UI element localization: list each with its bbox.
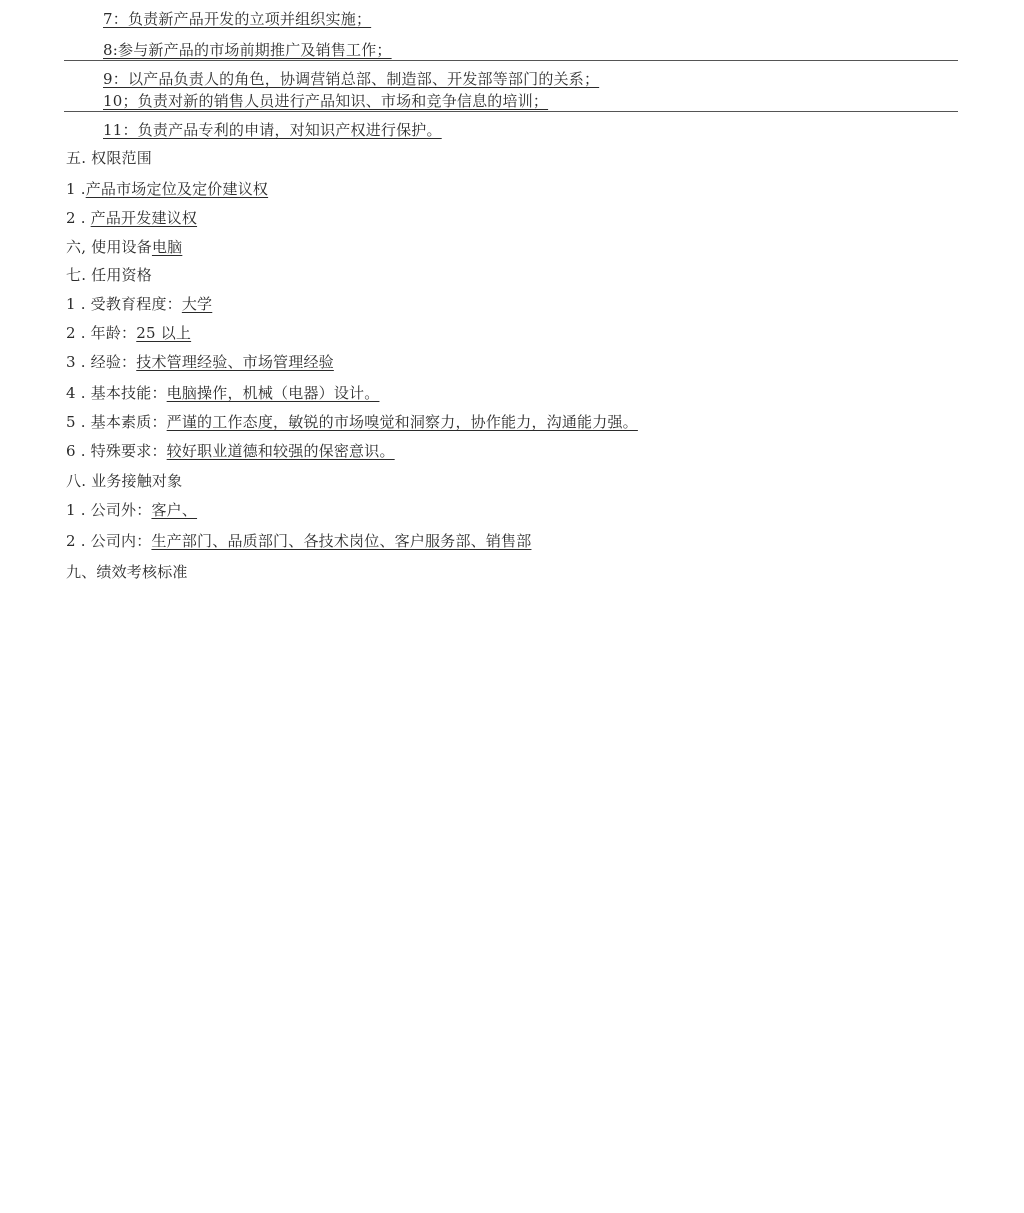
section-heading-qualifications: 七. 任用资格 [66, 266, 152, 284]
qualification-item-special [66, 441, 395, 461]
contact-item-external [66, 500, 197, 520]
field-label: 2 . 公司内： [66, 532, 152, 550]
qualification-item-education [66, 294, 212, 314]
field-value: 大学 [181, 295, 213, 313]
section-heading-authority: 五. 权限范围 [66, 149, 152, 167]
duty-item-9: 9：以产品负责人的角色，协调营销总部、制造部、开发部等部门的关系； [103, 70, 600, 88]
field-value: 技术管理经验、市场管理经验 [136, 353, 334, 371]
field-value: 25 以上 [136, 324, 192, 342]
field-value: 生产部门、品质部门、各技术岗位、客户服务部、销售部 [151, 532, 532, 550]
field-value: 客户、 [151, 501, 198, 519]
field-label: 6 . 特殊要求： [66, 442, 167, 460]
field-value: 较好职业道德和较强的保密意识。 [166, 442, 395, 460]
qualification-item-age [66, 323, 191, 343]
authority-value: 产品开发建议权 [90, 209, 198, 227]
field-value: 严谨的工作态度，敏锐的市场嗅觉和洞察力，协作能力，沟通能力强。 [166, 413, 638, 431]
item-number: 2 . [66, 209, 86, 227]
authority-value: 产品市场定位及定价建议权 [85, 180, 269, 198]
duty-item-7: 7：负责新产品开发的立项并组织实施； [103, 10, 372, 28]
section-heading-contacts: 八. 业务接触对象 [66, 472, 183, 490]
section-equipment [66, 237, 182, 257]
section-heading-equipment: 六, 使用设备 [66, 238, 152, 256]
field-value: 电脑操作，机械（电器）设计。 [166, 384, 380, 402]
duty-item-8: 8:参与新产品的市场前期推广及销售工作； [103, 41, 392, 59]
field-label: 4 . 基本技能： [66, 384, 167, 402]
table-rule-2 [64, 111, 958, 112]
authority-item-1 [66, 179, 268, 199]
item-number: 1 . [66, 180, 86, 198]
field-label: 1 . 公司外： [66, 501, 152, 519]
duty-item-11: 11：负责产品专利的申请，对知识产权进行保护。 [103, 121, 442, 139]
qualification-item-experience [66, 352, 334, 372]
section-heading-performance: 九、绩效考核标准 [66, 563, 188, 581]
qualification-item-qualities [66, 412, 638, 432]
duty-item-10: 10；负责对新的销售人员进行产品知识、市场和竞争信息的培训； [103, 92, 549, 110]
field-label: 3 . 经验： [66, 353, 137, 371]
field-label: 2 . 年龄： [66, 324, 137, 342]
field-label: 1 . 受教育程度： [66, 295, 182, 313]
contact-item-internal [66, 531, 531, 551]
table-rule-1 [64, 60, 958, 61]
field-label: 5 . 基本素质： [66, 413, 167, 431]
authority-item-2 [66, 208, 197, 228]
equipment-value: 电脑 [151, 238, 183, 256]
qualification-item-skills [66, 383, 379, 403]
